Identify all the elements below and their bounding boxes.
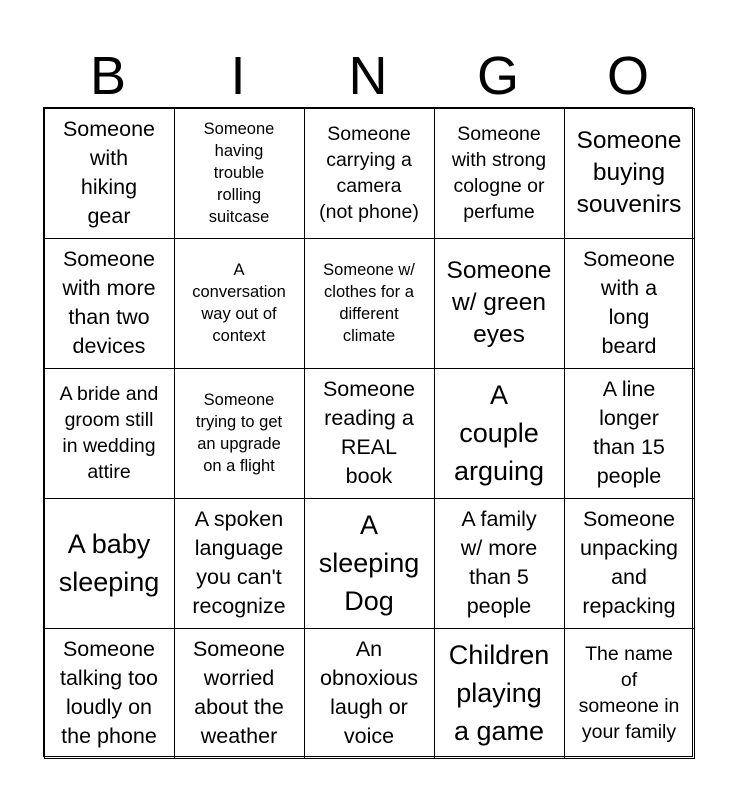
- header-letter-g: G: [476, 46, 519, 106]
- cell-text: Someone worried about the weather: [192, 637, 286, 748]
- header-letter-n: N: [348, 46, 388, 106]
- cell-text: Someone unpacking and repacking: [579, 507, 679, 618]
- bingo-cell-r5c4[interactable]: [434, 628, 565, 759]
- bingo-cell-r1c5[interactable]: [564, 108, 695, 239]
- cell-text: A line longer than 15 people: [593, 377, 665, 488]
- cell-text: Someone carrying a camera (not phone): [319, 123, 419, 223]
- cell-text: Someone with strong cologne or perfume: [451, 123, 547, 223]
- bingo-cell-r4c4[interactable]: [434, 498, 565, 629]
- bingo-cell-r2c5[interactable]: [564, 238, 695, 369]
- bingo-cell-r3c2[interactable]: [174, 368, 305, 499]
- cell-text: The name of someone in your family: [578, 643, 680, 743]
- header-letter-b: B: [89, 46, 127, 106]
- cell-text: An obnoxious laugh or voice: [319, 637, 419, 748]
- cell-text: A conversation way out of context: [192, 261, 286, 345]
- bingo-cell-r3c4[interactable]: [434, 368, 565, 499]
- bingo-cell-r4c1[interactable]: [44, 498, 175, 629]
- bingo-cell-r2c4[interactable]: [434, 238, 565, 369]
- bingo-cell-r3c1[interactable]: [44, 368, 175, 499]
- bingo-cell-r4c5[interactable]: [564, 498, 695, 629]
- cell-text: Someone trying to get an upgrade on a flight: [195, 391, 283, 475]
- bingo-header: [43, 46, 693, 106]
- cell-text: A baby sleeping: [58, 529, 160, 597]
- bingo-cell-r2c2[interactable]: [174, 238, 305, 369]
- bingo-cell-r4c2[interactable]: [174, 498, 305, 629]
- bingo-cell-r2c1[interactable]: [44, 238, 175, 369]
- cell-text: Someone w/ clothes for a different climate: [323, 261, 415, 345]
- cell-text: A bride and groom still in wedding attire: [59, 383, 159, 483]
- bingo-cell-r5c1[interactable]: [44, 628, 175, 759]
- bingo-cell-r1c1[interactable]: [44, 108, 175, 239]
- bingo-cell-r5c3[interactable]: [304, 628, 435, 759]
- cell-text: Someone having trouble rolling suitcase: [203, 120, 275, 226]
- cell-text: Someone with hiking gear: [62, 117, 156, 228]
- cell-text: Children playing a game: [448, 640, 550, 746]
- cell-text: A family w/ more than 5 people: [460, 507, 538, 618]
- cell-text: Someone w/ green eyes: [446, 257, 552, 348]
- bingo-cell-r2c3[interactable]: [304, 238, 435, 369]
- cell-text: Someone with more than two devices: [62, 247, 156, 358]
- bingo-cell-r4c3[interactable]: [304, 498, 435, 629]
- bingo-board: [43, 107, 693, 757]
- cell-text: Someone reading a REAL book: [322, 377, 416, 488]
- cell-text: Someone talking too loudly on the phone: [59, 637, 158, 748]
- cell-text: A spoken language you can't recognize: [192, 507, 286, 618]
- header-letter-o: O: [606, 46, 649, 106]
- bingo-cell-r3c5[interactable]: [564, 368, 695, 499]
- cell-text: Someone with a long beard: [582, 247, 676, 358]
- cell-text: Someone buying souvenirs: [576, 127, 682, 218]
- bingo-cell-r1c4[interactable]: [434, 108, 565, 239]
- bingo-cell-r3c3[interactable]: [304, 368, 435, 499]
- bingo-cell-r1c2[interactable]: [174, 108, 305, 239]
- cell-text: A sleeping Dog: [318, 510, 420, 616]
- cell-text: A couple arguing: [453, 380, 545, 486]
- header-letter-i: I: [230, 46, 246, 106]
- bingo-cell-r5c2[interactable]: [174, 628, 305, 759]
- bingo-cell-r1c3[interactable]: [304, 108, 435, 239]
- bingo-cell-r5c5[interactable]: [564, 628, 695, 759]
